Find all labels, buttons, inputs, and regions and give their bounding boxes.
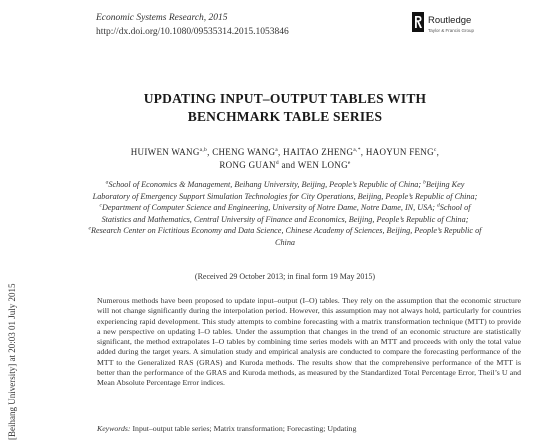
routledge-r-logo-icon <box>412 12 424 32</box>
author-sup: d <box>275 160 279 166</box>
author-sep: , <box>207 147 213 157</box>
publisher-logo <box>412 10 522 50</box>
doi-link[interactable]: http://dx.doi.org/10.1080/09535314.2015.1053846 <box>96 27 289 37</box>
affil-text: School of Statistics and Mathematics, Central University of Finance and Economics, Beijing, People’s Republic of China; <box>101 203 471 224</box>
author-sep: , <box>436 147 440 157</box>
affil-text: Department of Computer Science and Engineering, University of Notre Dame, Notre Dame, IN, USA; <box>101 203 438 213</box>
affil-sup: b <box>423 179 426 186</box>
keywords <box>97 424 521 433</box>
affil-sup: d <box>437 202 440 209</box>
keywords-label: Keywords: <box>97 424 131 433</box>
author-sup: e <box>347 160 351 166</box>
author-name[interactable]: WEN LONG <box>297 160 348 170</box>
abstract: Numerous methods have been proposed to update input–output (I–O) tables. They rely on the assumption that the economic structure will not change significantly during the interpolation period. However, this assumption may not always hold, particularly for countries experiencing rapid development. This study attempts to combine forecasting with a matrix transformation technique (MTT) to provide a new perspective on updating I–O tables. Under the assumption that changes in the trend of an economic structure are statistically significant, the method extrapolates I–O tables by combining time series models with an MTT and proceeds with only the total value added during the target years. A simulation study and empirical analysis are conducted to compare the forecasting performance of the MTT to the Generalized RAS (GRAS) and Kuroda methods. The results show that the comprehensive performance of the MTT is better than the performance of the GRAS and Kuroda methods, as measured by the Standardized Total Percentage Error, Theil’s U and Mean Absolute Percentage Error indices. <box>97 296 521 388</box>
keywords-list: Input–output table series; Matrix transformation; Forecasting; Updating <box>132 424 357 433</box>
received-dates: (Received 29 October 2013; in final form 19 May 2015) <box>194 272 376 281</box>
publisher-tagline: Taylor & Francis Group <box>428 28 475 33</box>
author-name[interactable]: RONG GUAN <box>219 160 276 170</box>
author-name[interactable]: HAITAO ZHENG <box>283 147 354 157</box>
title-line-2: BENCHMARK TABLE SERIES <box>187 109 383 124</box>
author-sup: a,b <box>199 147 208 153</box>
article-title <box>70 90 500 126</box>
author-name[interactable]: HUIWEN WANG <box>130 147 200 157</box>
author-sup: a,* <box>353 147 361 153</box>
affiliations <box>88 179 482 249</box>
publisher-name: Routledge <box>428 15 472 26</box>
affil-sup: c <box>99 202 102 209</box>
author-sup: c <box>433 147 437 153</box>
affil-text: Beijing Key Laboratory of Emergency Support Simulation Technologies for City Operations, Beijing, People’s Republic of China; <box>92 180 478 201</box>
author-sep: , <box>360 147 366 157</box>
download-watermark: [Beihang University] at 20:03 01 July 2015 <box>7 283 17 440</box>
author-name[interactable]: HAOYUN FENG <box>365 147 434 157</box>
journal-name: Economic Systems Research, 2015 <box>96 13 228 23</box>
author-sep: , <box>278 147 284 157</box>
author-sup: a <box>275 147 279 153</box>
affil-sup: a <box>105 179 109 186</box>
affil-text: Research Center on Fictitious Economy and Data Science, Chinese Academy of Sciences, Beijing, People’s Republic of China <box>90 226 482 247</box>
author-sep: and <box>278 160 298 170</box>
author-name[interactable]: CHENG WANG <box>212 147 276 157</box>
title-line-1: UPDATING INPUT–OUTPUT TABLES WITH <box>143 91 427 106</box>
affil-text: School of Economics & Management, Beihang University, Beijing, People’s Republic of China; <box>108 180 424 189</box>
author-list <box>70 146 500 172</box>
affil-sup: e <box>88 225 91 232</box>
